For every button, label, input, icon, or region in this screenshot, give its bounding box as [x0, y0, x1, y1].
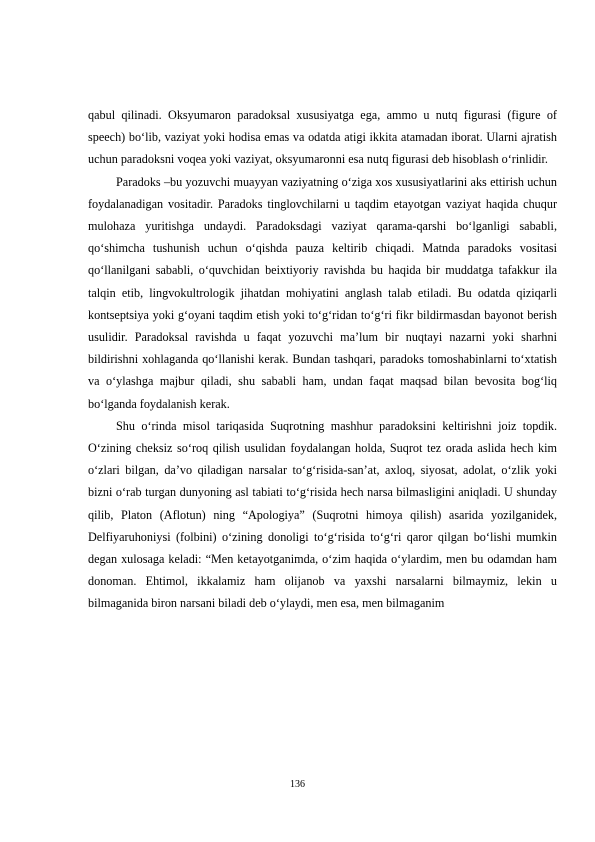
- paragraph-paradox-definition: Paradoks –bu yozuvchi muayyan vaziyatning o‘ziga xos xususiyatlarini aks ettirish uchun foydalanadigan vositadir. Paradoks tinglovchilarni u taqdim etayotgan vaziyat haqida chuqur mulohaza yuritishga undaydi. Paradoksdagi vaziyat qarama-qarshi bo‘lganligi sababli, qo‘shimcha tushunish uchun o‘qishda pauza keltirib chiqadi. Matnda paradoks vositasi qo‘llanilgani sababli, o‘quvchidan beixtiyoriy ravishda bu haqida bir muddatga tafakkur ila talqin etib, lingvokultrologik jihatdan mohiyatini anglash talab etiladi. Bu odatda qiziqarli kontseptsiya yoki g‘oyani taqdim etish yoki to‘g‘ridan to‘g‘ri fikr bildirmasdan bayonot berish usulidir. Paradoksal ravishda u faqat yozuvchi ma’lum bir nuqtayi nazarni yoki sharhni bildirishni xohlaganda qo‘llanishi kerak. Bundan tashqari, paradoks tomoshabinlarni to‘xtatish va o‘ylashga majbur qiladi, shu sababli ham, undan faqat maqsad bilan bevosita bog‘liq bo‘lganda foydalanish kerak.: [88, 174, 557, 411]
- body-text: [88, 104, 557, 615]
- paragraph-oxymoron-continuation: qabul qilinadi. Oksyumaron paradoksal xususiyatga ega, ammo u nutq figurasi (figure of speech) bo‘lib, vaziyat yoki hodisa emas va odatda atigi ikkita atamadan iborat. Ularni ajratish uchun paradoksni voqea yoki vaziyat, oksyumaronni esa nutq figurasi deb hisoblash o‘rinlidir.: [88, 108, 557, 167]
- paragraph-socrates-example: Shu o‘rinda misol tariqasida Suqrotning mashhur paradoksini keltirishni joiz topdik. O‘zining cheksiz so‘roq qilish usulidan foydalangan holda, Suqrot tez orada aslida hech kim o‘zlari bilgan, da’vo qiladigan narsalar to‘g‘risida-san’at, axloq, siyosat, adolat, o‘zlik yoki bizni o‘rab turgan dunyoning asl tabiati to‘g‘risida hech narsa bilmasligini aniqladi. U shunday qilib, Platon (Aflotun) ning “Apologiya” (Suqrotni himoya qilish) asarida yozilganidek, Delfiyaruhoniysi (folbini) o‘zining donoligi to‘g‘risida to‘g‘ri qaror qilgan bo‘lishi mumkin degan xulosaga keladi: “Men ketayotganimda, o‘zim haqida o‘ylardim, men bu odamdan ham donoman. Ehtimol, ikkalamiz ham olijanob va yaxshi narsalarni bilmaymiz, lekin u bilmaganida biron narsani biladi deb o‘ylaydi, men esa, men bilmaganim: [88, 418, 557, 611]
- page-number: 136: [290, 779, 305, 790]
